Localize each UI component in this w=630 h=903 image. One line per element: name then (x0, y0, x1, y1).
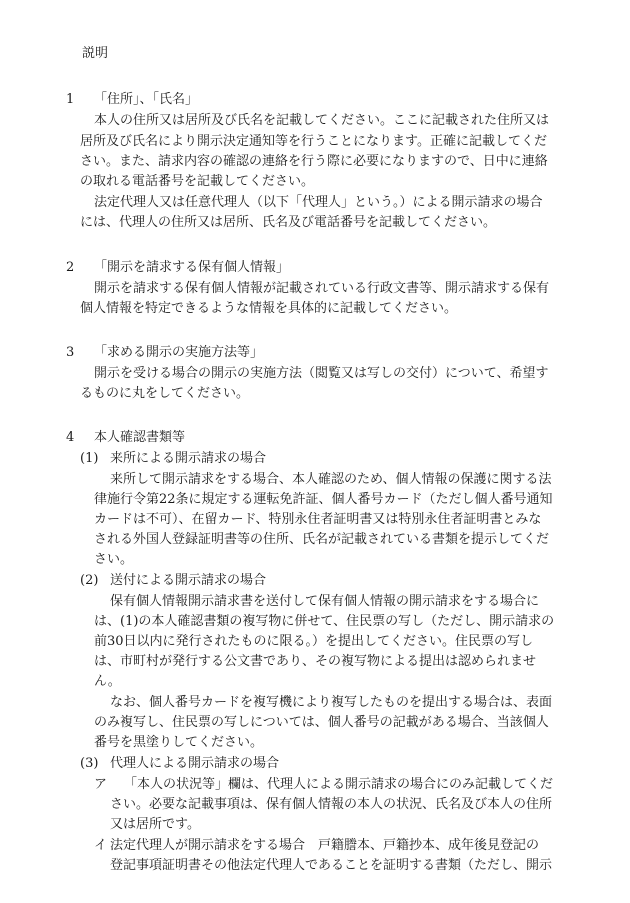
subsection-3-heading: 代理人による開示請求の場合 (110, 756, 280, 771)
subsection-2-line: は、市町村が発行する公文書であり、その複写物による提出は認められませ (94, 654, 537, 669)
section-3-line: 開示を受ける場合の開示の実施方法（閲覧又は写しの交付）について、希望す (94, 366, 549, 381)
subsection-1-number: (1) (80, 451, 99, 466)
section-1-line: の取れる電話番号を記載してください。 (80, 174, 315, 189)
item-i-line: 登記事項証明書その他法定代理人であることを証明する書類（ただし、開示 (110, 858, 553, 873)
section-2-heading: 「開示を請求する保有個人情報」 (94, 260, 290, 275)
section-1-line: さい。また、請求内容の確認の連絡を行う際に必要になりますので、日中に連絡 (80, 154, 548, 169)
section-3-line: るものに丸をしてください。 (80, 386, 250, 401)
section-1-line: 本人の住所又は居所及び氏名を記載してください。ここに記載された住所又は (94, 113, 550, 128)
section-3-number: 3 (66, 345, 75, 360)
document-title: 説明 (82, 46, 109, 61)
subsection-2-line: は、(1)の本人確認書類の複写物に併せて、住民票の写し（ただし、開示請求の (94, 614, 555, 629)
subsection-2-line: 番号を黒塗りしてください。 (94, 735, 264, 750)
item-a-line: 「本人の状況等」欄は、代理人による開示請求の場合にのみ記載してくだ (124, 777, 554, 792)
section-1-line: には、代理人の住所又は居所、氏名及び電話番号を記載してください。 (80, 215, 497, 230)
section-1-line: 法定代理人又は任意代理人（以下「代理人」という。）による開示請求の場合 (94, 195, 543, 210)
subsection-2-line: 前30日以内に発行されたものに限る。）を提出してください。住民票の写し (94, 634, 534, 649)
item-a-line: さい。必要な記載事項は、保有個人情報の本人の状況、氏名及び本人の住所 (110, 797, 553, 812)
subsection-2-line: ん。 (94, 674, 121, 689)
subsection-1-line: さい。 (94, 552, 134, 567)
section-1-number: 1 (66, 92, 75, 107)
section-4-number: 4 (66, 430, 75, 445)
subsection-2-line: のみ複写し、住民票の写しについては、個人番号の記載がある場合、当該個人 (94, 715, 549, 730)
item-i-line: 法定代理人が開示請求をする場合 戸籍謄本、戸籍抄本、成年後見登記の (110, 838, 540, 853)
item-a-line: 又は居所です。 (110, 817, 200, 832)
item-i-mark: イ (94, 838, 108, 853)
subsection-1-heading: 来所による開示請求の場合 (110, 451, 267, 466)
section-1-heading: 「住所」、「氏名」 (94, 92, 199, 107)
section-1-line: 居所及び氏名により開示決定通知等を行うことになります。正確に記載してくだ (80, 134, 547, 149)
subsection-2-line: 保有個人情報開示請求書を送付して保有個人情報の開示請求をする場合に (110, 594, 540, 609)
subsection-2-heading: 送付による開示請求の場合 (110, 573, 267, 588)
section-2-line: 開示を請求する保有個人情報が記載されている行政文書等、開示請求する保有 (94, 281, 550, 296)
subsection-2-number: (2) (80, 573, 99, 588)
subsection-1-line: 律施行令第22条に規定する運転免許証、個人番号カード（ただし個人番号通知 (94, 492, 553, 507)
subsection-2-line: なお、個人番号カードを複写機により複写したものを提出する場合は、表面 (110, 695, 553, 710)
subsection-1-line: カードは不可）、在留カード、特別永住者証明書又は特別永住者証明書とみな (94, 512, 542, 527)
section-2-line: 個人情報を特定できるような情報を具体的に記載してください。 (80, 301, 458, 316)
section-4-heading: 本人確認書類等 (94, 430, 186, 445)
subsection-3-number: (3) (80, 756, 99, 771)
section-3-heading: 「求める開示の実施方法等」 (94, 345, 264, 360)
subsection-1-line: 来所して開示請求をする場合、本人確認のため、個人情報の保護に関する法 (110, 472, 552, 487)
item-a-mark: ア (94, 777, 108, 792)
subsection-1-line: される外国人登録証明書等の住所、氏名が記載されている書類を提示してくだ (94, 532, 550, 547)
section-2-number: 2 (66, 260, 75, 275)
